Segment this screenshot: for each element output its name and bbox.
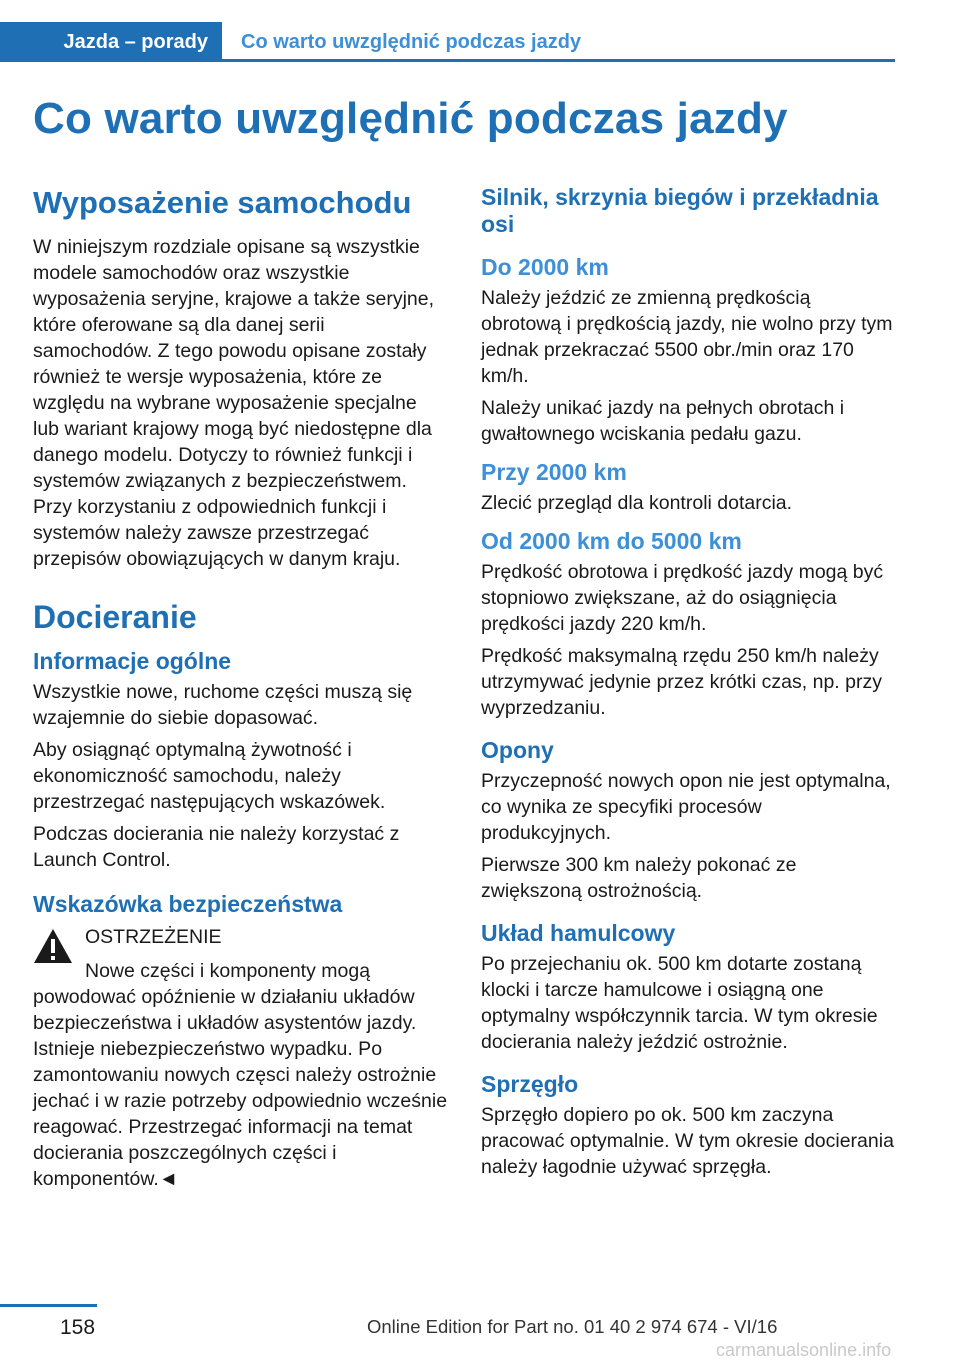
upto2000-paragraph: Należy jeździć ze zmienną prędkością obrotową i prędkością jazdy, nie wolno przy tym jednak przekraczać 5500 obr./min oraz 170 km/h. bbox=[481, 287, 893, 387]
breakin-paragraph: Podczas docierania nie należy korzystać z Launch Control. bbox=[33, 823, 400, 871]
header-section-label: Jazda – porady bbox=[0, 22, 222, 62]
header-chapter-label: Co warto uwzględnić podczas jazdy bbox=[241, 31, 582, 53]
left-column bbox=[33, 184, 448, 1192]
clutch-paragraph: Sprzęgło dopiero po ok. 500 km zaczyna pracować optymalnie. W tym okresie docierania należy łagodnie używać sprzęgła. bbox=[481, 1104, 894, 1178]
general-info-heading: Informacje ogólne bbox=[33, 648, 232, 674]
page-header bbox=[0, 22, 895, 62]
breakin-paragraph: Aby osiągnąć optymalną żywotność i ekonomiczność samochodu, należy przestrzegać następujących wskazówek. bbox=[33, 739, 386, 813]
from2000-paragraph: Prędkość maksymalną rzędu 250 km/h należy utrzymywać jedynie przez krótki czas, np. przy wyprzedzaniu. bbox=[481, 645, 882, 719]
at2000-paragraph: Zlecić przegląd dla kontroli dotarcia. bbox=[481, 492, 793, 514]
warning-box bbox=[33, 924, 448, 1192]
at2000-heading: Przy 2000 km bbox=[481, 459, 627, 485]
from2000-heading: Od 2000 km do 5000 km bbox=[481, 528, 742, 554]
upto2000-paragraph: Należy unikać jazdy na pełnych obrotach i gwałtownego wciskania pedału gazu. bbox=[481, 397, 845, 445]
right-column bbox=[481, 184, 896, 1186]
page-number: 158 bbox=[60, 1316, 96, 1339]
tires-heading: Opony bbox=[481, 737, 554, 763]
footer-rule bbox=[0, 1304, 97, 1307]
safety-heading: Wskazówka bezpieczeństwa bbox=[33, 891, 343, 917]
warning-title: OSTRZEŻENIE bbox=[85, 926, 222, 948]
breakin-paragraph: Wszystkie nowe, ruchome części muszą się wzajemnie do siebie dopasować. bbox=[33, 681, 413, 729]
breakin-heading: Docieranie bbox=[33, 599, 197, 635]
footer-edition: Online Edition for Part no. 01 40 2 974 674 - VI/16 bbox=[367, 1316, 778, 1337]
clutch-heading: Sprzęgło bbox=[481, 1071, 579, 1097]
brakes-heading: Układ hamulcowy bbox=[481, 920, 676, 946]
brakes-paragraph: Po przejechaniu ok. 500 km dotarte zostaną klocki i tarcze hamulcowe i osiągną one optymalny współczynnik tarcia. W tym okresie docierania należy jeździć ostrożnie. bbox=[481, 953, 878, 1053]
watermark: carmanualsonline.info bbox=[716, 1340, 892, 1360]
equipment-text: W niniejszym rozdziale opisane są wszystkie modele samochodów oraz wszystkie wyposażenia seryjne, krajowe a także seryjne, które oferowane są dla danej serii samochodów. Z tego powodu opisane zostały również te wersje wyposażenia, które ze względu na wybrane wyposażenie specjalne lub wariant krajowy mogą być niedostępne dla danego modelu. Dotyczy to również funkcji i systemów związanych z bezpieczeństwem. Przy korzystaniu z odpowiednich funkcji i systemów należy zawsze przestrzegać przepisów obowiązujących w danym kraju. bbox=[33, 236, 435, 570]
tires-paragraph: Pierwsze 300 km należy pokonać ze zwiększoną ostrożnością. bbox=[481, 854, 797, 902]
upto2000-heading: Do 2000 km bbox=[481, 254, 609, 280]
engine-heading: Silnik, skrzynia biegów i przekładnia osi bbox=[481, 184, 879, 237]
header-rule bbox=[222, 59, 895, 62]
from2000-paragraph: Prędkość obrotowa i prędkość jazdy mogą być stopniowo zwiększane, aż do osiągnięcia prędkości jazdy 220 km/h. bbox=[481, 561, 884, 635]
page-title: Co warto uwzględnić podczas jazdy bbox=[33, 94, 788, 143]
warning-text: Nowe części i komponenty mogą powodować opóźnienie w działaniu układów bezpieczeństwa i układów asystentów jazdy. Istnieje niebezpieczeństwo wypadku. Po zamontowaniu nowych częsci należy ostrożnie jechać i w razie potrzeby odpowiednio wcześnie reagować. Przestrzegać informacji na temat docierania poszczególnych części i komponentów.◄ bbox=[33, 960, 448, 1190]
equipment-heading: Wyposażenie samochodu bbox=[33, 185, 412, 220]
warning-triangle-icon bbox=[33, 928, 73, 964]
tires-paragraph: Przyczepność nowych opon nie jest optymalna, co wynika ze specyfiki procesów produkcyjnych. bbox=[481, 770, 891, 844]
